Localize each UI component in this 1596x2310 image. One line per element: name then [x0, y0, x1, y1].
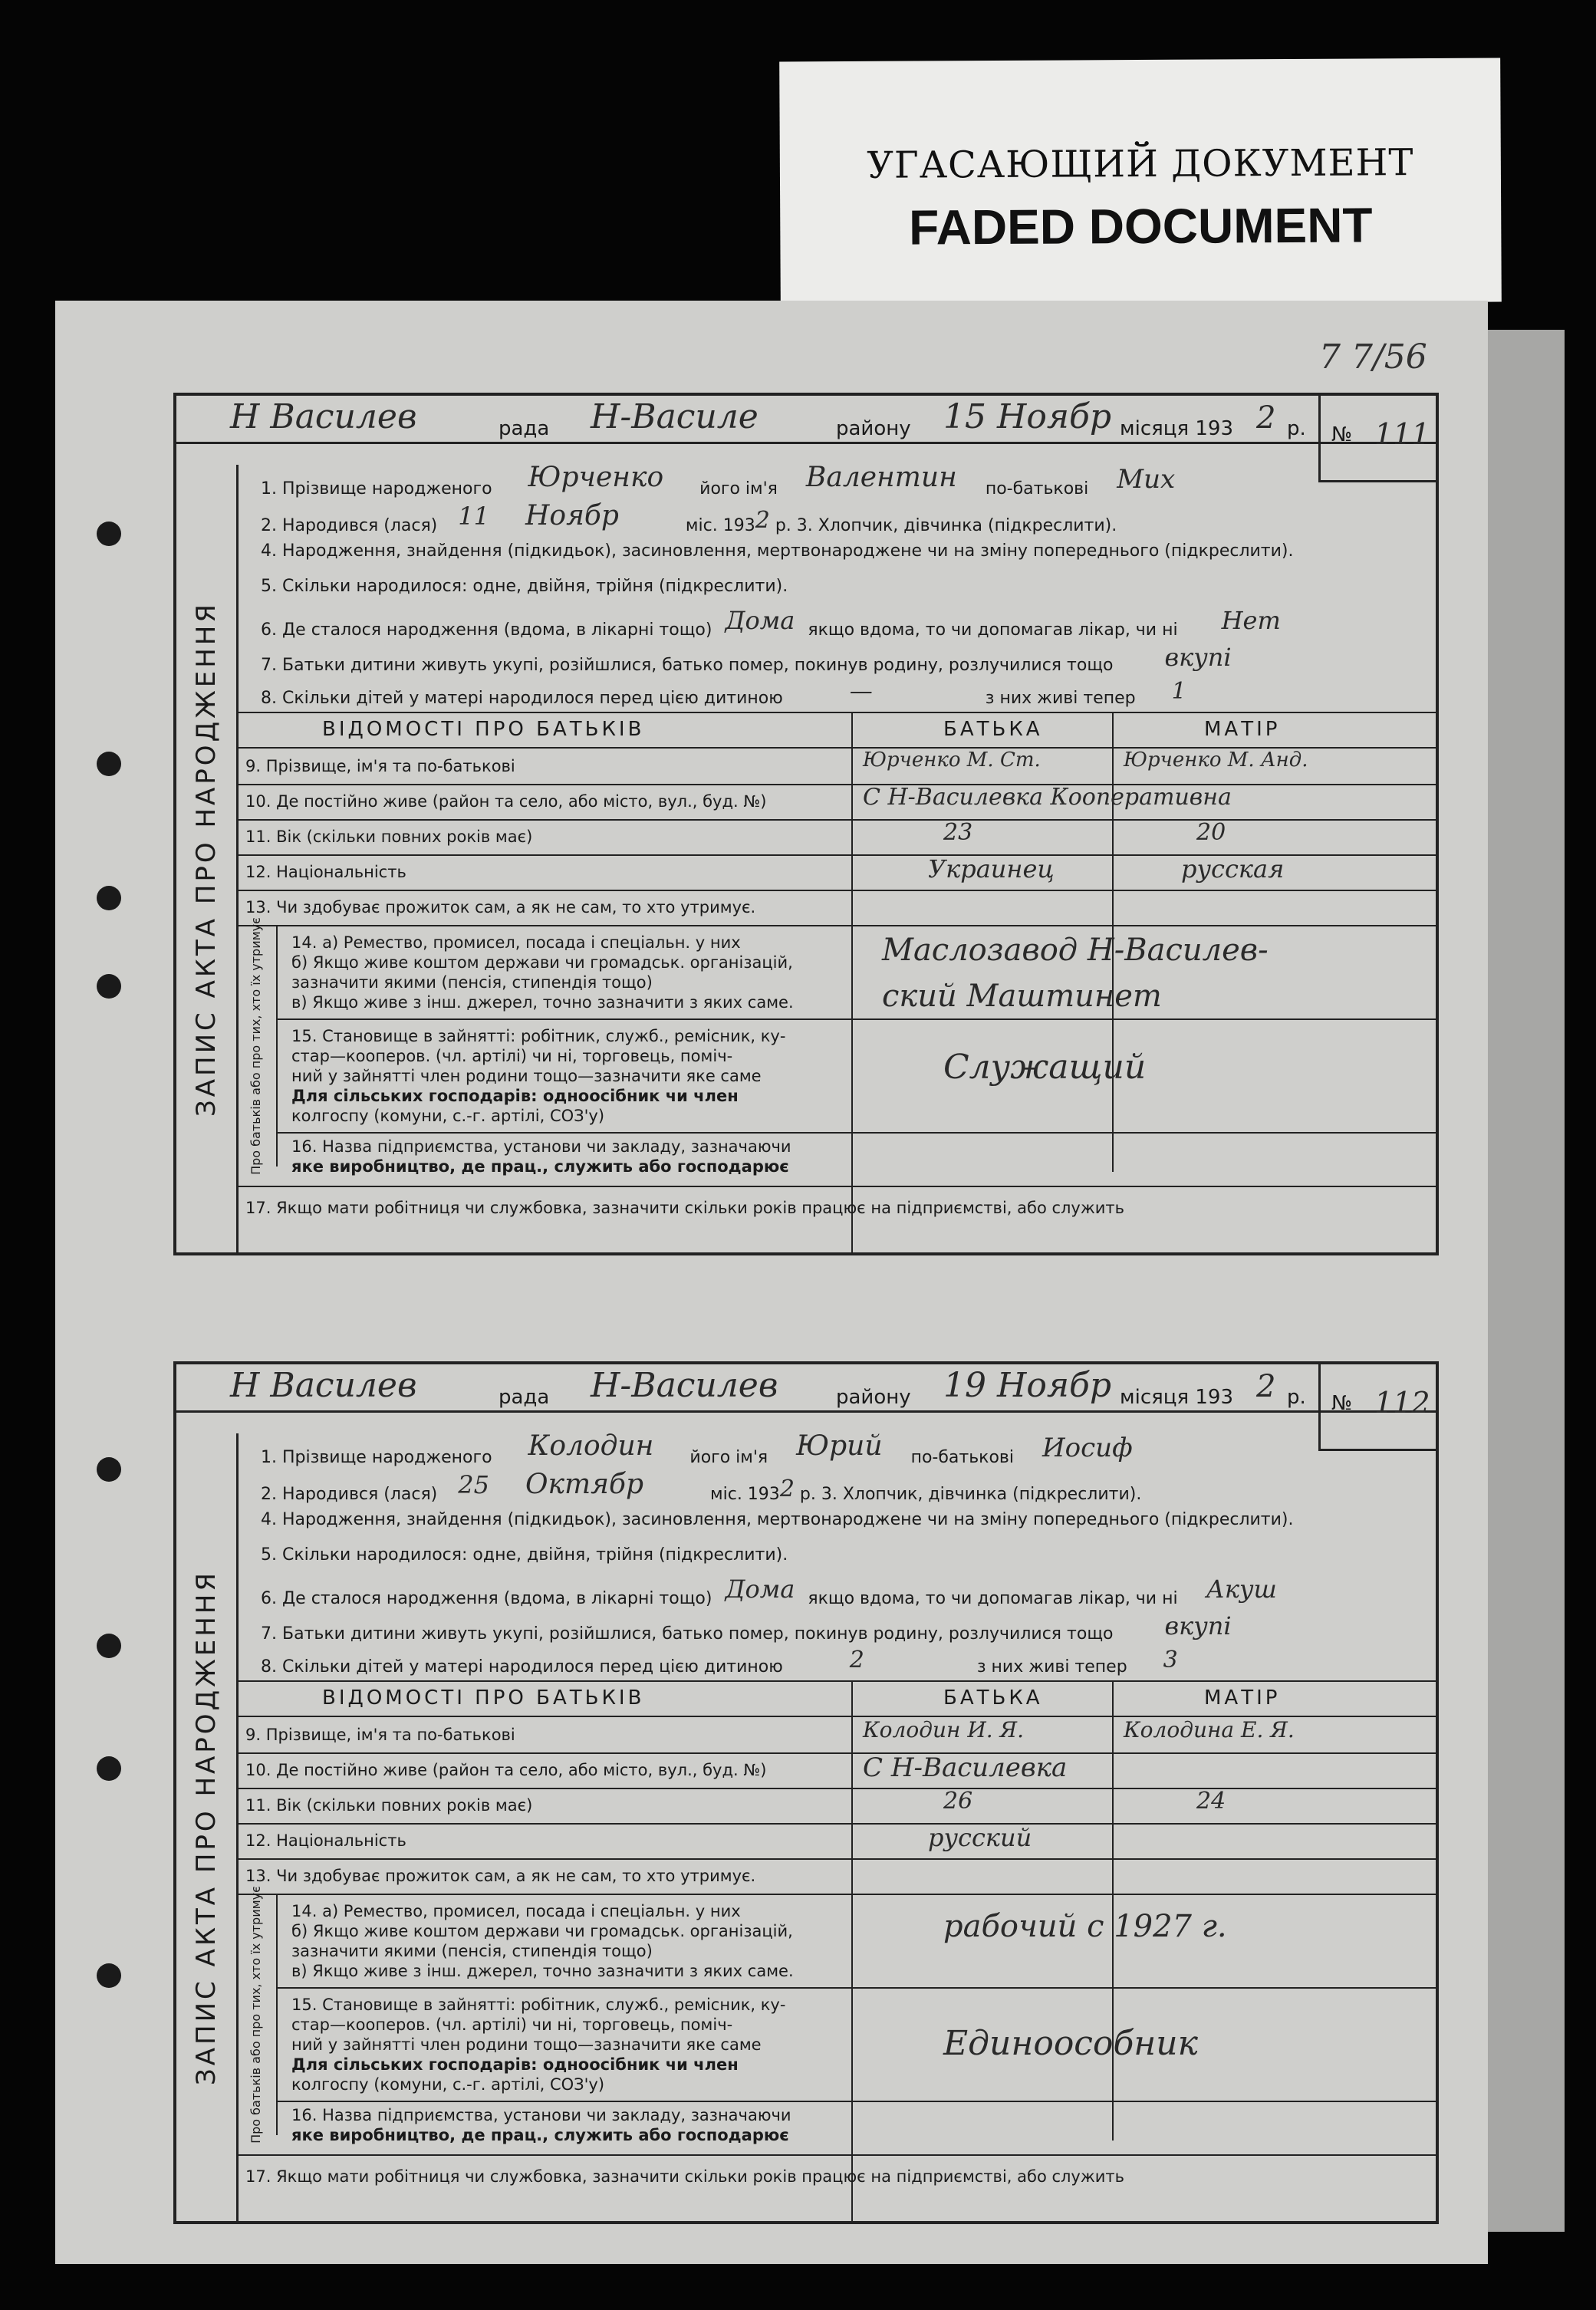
born-month: Ноябр [525, 500, 619, 531]
row-rule [236, 819, 1436, 821]
patronymic-value: Мих [1117, 464, 1176, 495]
row-16-label: 16. Назва підприємства, установи чи закладу, зазначаючи яке виробництво, де прац., служить або господарює [291, 2106, 791, 2144]
row-rule [276, 1018, 1436, 1020]
birth-place: Дома [725, 1575, 795, 1604]
binding-hole [97, 1963, 121, 1988]
row-11-label: 11. Вік (скільки повних років має) [245, 1796, 533, 1815]
year-value: 2 [1256, 400, 1276, 436]
occupation-line-2: ский Маштинет [882, 979, 1162, 1014]
line-4: 4. Народження, знайдення (підкидьок), засиновлення, мертвонароджене чи на зміну попереднього (підкреслити). [261, 541, 1294, 561]
record-number: 112 [1374, 1386, 1430, 1420]
rada-value: Н Василев [230, 1366, 417, 1405]
father-nationality: русский [928, 1823, 1032, 1852]
vertical-title-band [176, 1433, 239, 2221]
binding-hole [97, 752, 121, 776]
date-value: 15 Ноябр [943, 397, 1111, 436]
number-sign: № [1331, 1392, 1353, 1415]
born-day: 25 [458, 1470, 489, 1499]
record-number-box [1318, 1364, 1436, 1451]
parents-table-top-rule [236, 1680, 1436, 1682]
parents-table-top-rule [236, 712, 1436, 713]
vertical-subtitle-band [236, 916, 278, 1175]
line-1: 1. Прізвище народженого Юрченко його ім'я Валентин по-батькові Мих [261, 462, 1176, 499]
residence: С Н-Василевка [863, 1752, 1068, 1783]
name-value: Валентин [805, 462, 957, 493]
father-age: 23 [943, 819, 973, 846]
binding-hole [97, 1634, 121, 1658]
line-8: 8. Скільки дітей у матері народилося перед цією дитиною — з них живі тепер 1 [261, 678, 1186, 708]
parents-header: ВІДОМОСТІ ПРО БАТЬКІВ [322, 718, 645, 741]
year-suffix: р. [1287, 1386, 1306, 1409]
row-10-label: 10. Де постійно живе (район та село, або місто, вул., буд. №) [245, 1761, 767, 1779]
mother-nationality: русская [1181, 854, 1285, 884]
row-rule [236, 890, 1436, 891]
row-rule [236, 925, 1436, 926]
parents-header: ВІДОМОСТІ ПРО БАТЬКІВ [322, 1686, 645, 1709]
father-header: БАТЬКА [943, 1686, 1043, 1709]
row-rule [236, 1788, 1436, 1789]
line-7: 7. Батьки дитини живуть укупі, розійшлися, батько помер, покинув родину, розлучилися тощо вкупі [261, 1611, 1232, 1644]
father-name: Колодин И. Я. [863, 1717, 1025, 1742]
occupation-line-1: Маслозавод Н-Василев- [882, 933, 1269, 968]
binding-hole [97, 1756, 121, 1781]
record-number-box [1318, 396, 1436, 482]
row-rule [236, 1858, 1436, 1860]
year-suffix: р. [1287, 417, 1306, 440]
row-12-label: 12. Національність [245, 863, 406, 881]
vertical-subtitle: Про батьків або про тих, хто їх утримує [248, 916, 263, 1175]
mother-age: 20 [1196, 819, 1226, 846]
surname-value: Юрченко [528, 462, 664, 493]
record-number: 111 [1374, 417, 1430, 451]
row-13-label: 13. Чи здобуває прожиток сам, а як не сам, то хто утримує. [245, 1867, 756, 1885]
mother-header: МАТІР [1204, 1686, 1281, 1709]
children-alive: 1 [1171, 678, 1186, 705]
row-rule [236, 1752, 1436, 1754]
rayon-value: Н-Василе [591, 397, 759, 436]
month-label: місяця 193 [1120, 1386, 1234, 1409]
row-rule [276, 1132, 1436, 1134]
row-14-label: 14. а) Ремество, промисел, посада і спеціальн. у них б) Якщо живе коштом держави чи громадськ. організацій, зазначити якими (пенсія, стипендія тощо) в) Якщо живе з інш. джерел, точно зазначити з яких саме. [291, 933, 794, 1012]
row-14-label: 14. а) Ремество, промисел, посада і спеціальн. у них б) Якщо живе коштом держави чи громадськ. організацій, зазначити якими (пенсія, стипендія тощо) в) Якщо живе з інш. джерел, точно зазначити з яких саме. [291, 1902, 794, 1980]
line-2: 2. Народився (лася) 25 Октябр міс. 1932 р. 3. Хлопчик, дівчинка (підкреслити). [261, 1469, 1142, 1504]
mother-header: МАТІР [1204, 718, 1281, 741]
record-header [176, 396, 1436, 444]
parents-status: вкупі [1164, 1611, 1232, 1640]
father-column-rule [851, 1680, 853, 2221]
born-day: 11 [458, 502, 489, 531]
binding-hole [97, 1457, 121, 1482]
row-rule [236, 2154, 1436, 2156]
line-2: 2. Народився (лася) 11 Ноябр міс. 1932 р. 3. Хлопчик, дівчинка (підкреслити). [261, 500, 1117, 535]
doctor-value: Нет [1221, 606, 1281, 635]
label-russian: УГАСАЮЩИЙ ДОКУМЕНТ [867, 141, 1414, 187]
row-rule [276, 1987, 1436, 1989]
mother-age: 24 [1196, 1788, 1226, 1815]
line-6: 6. Де сталося народження (вдома, в лікарні тощо) Дома якщо вдома, то чи допомагав лікар, чи ні Акуш [261, 1575, 1277, 1608]
row-10-label: 10. Де постійно живе (район та село, або місто, вул., буд. №) [245, 792, 767, 811]
row-rule [276, 2101, 1436, 2102]
father-nationality: Украинец [928, 854, 1055, 884]
rayon-value: Н-Василев [591, 1366, 778, 1405]
father-age: 26 [943, 1788, 973, 1815]
father-header: БАТЬКА [943, 718, 1043, 741]
row-9-label: 9. Прізвище, ім'я та по-батькові [245, 757, 515, 775]
line-5: 5. Скільки народилося: одне, двійня, трійня (підкреслити). [261, 1545, 788, 1565]
vertical-title: ЗАПИС АКТА ПРО НАРОДЖЕННЯ [191, 1569, 222, 2085]
patronymic-value: Иосиф [1042, 1433, 1133, 1463]
rayon-label: району [836, 417, 911, 440]
row-15-label: 15. Становище в зайнятті: робітник, служб., ремісник, ку- стар—кооперов. (чл. артілі) чи ні, торговець, поміч- ний у зайнятті член родини тощо—зазначити яке саме Для сільських господарів: одноосібник чи член колгоспу (комуни, с.-г. артілі, СОЗ'у) [291, 1027, 786, 1125]
birth-record-112 [173, 1361, 1439, 2224]
row-11-label: 11. Вік (скільки повних років має) [245, 828, 533, 846]
row-15-label: 15. Становище в зайнятті: робітник, служб., ремісник, ку- стар—кооперов. (чл. артілі) чи ні, торговець, поміч- ний у зайнятті член родини тощо—зазначити яке саме Для сільських господарів: одноосібник чи член колгоспу (комуни, с.-г. артілі, СОЗ'у) [291, 1996, 786, 2094]
faded-document-label [779, 58, 1502, 306]
children-before: 2 [849, 1647, 864, 1673]
year-value: 2 [1256, 1369, 1276, 1404]
father-column-rule [851, 712, 853, 1252]
number-sign: № [1331, 423, 1353, 446]
binding-hole [97, 974, 121, 999]
row-17-label: 17. Якщо мати робітниця чи службовка, зазначити скільки років працює на підприємстві, або служить [245, 2167, 1125, 2186]
line-4: 4. Народження, знайдення (підкидьок), засиновлення, мертвонароджене чи на зміну попереднього (підкреслити). [261, 1510, 1294, 1529]
occupation-line-1: рабочий с 1927 г. [943, 1909, 1227, 1944]
parents-status: вкупі [1164, 643, 1232, 672]
row-rule [236, 1894, 1436, 1895]
vertical-subtitle: Про батьків або про тих, хто їх утримує [248, 1885, 263, 2144]
employment-status: Служащий [943, 1048, 1147, 1087]
record-header [176, 1364, 1436, 1413]
line-6: 6. Де сталося народження (вдома, в лікарні тощо) Дома якщо вдома, то чи допомагав лікар, чи ні Нет [261, 606, 1281, 640]
label-english: FADED DOCUMENT [908, 197, 1373, 255]
row-rule [236, 1823, 1436, 1825]
line-1: 1. Прізвище народженого Колодин його ім'я Юрий по-батькові Иосиф [261, 1430, 1133, 1467]
month-label: місяця 193 [1120, 417, 1234, 440]
rada-label: рада [499, 1386, 550, 1409]
row-17-label: 17. Якщо мати робітниця чи службовка, зазначити скільки років працює на підприємстві, або служить [245, 1199, 1125, 1217]
row-rule [236, 1186, 1436, 1187]
line-5: 5. Скільки народилося: одне, двійня, трійня (підкреслити). [261, 577, 788, 596]
row-16-label: 16. Назва підприємства, установи чи закладу, зазначаючи яке виробництво, де прац., служить або господарює [291, 1137, 791, 1176]
residence: С Н-Василевка Кооперативна [863, 784, 1232, 811]
name-value: Юрий [796, 1430, 883, 1462]
born-year: 2 [755, 507, 770, 534]
employment-status: Единоособник [943, 2024, 1198, 2063]
mother-name: Колодина Е. Я. [1124, 1717, 1295, 1742]
doctor-value: Акуш [1206, 1575, 1277, 1604]
birth-record-111 [173, 393, 1439, 1255]
line-8: 8. Скільки дітей у матері народилося перед цією дитиною 2 з них живі тепер 3 [261, 1647, 1178, 1677]
archive-stamp: 7 7/56 [1319, 337, 1427, 377]
vertical-title: ЗАПИС АКТА ПРО НАРОДЖЕННЯ [191, 601, 222, 1117]
binding-hole [97, 522, 121, 546]
row-rule [236, 784, 1436, 785]
children-alive: 3 [1163, 1647, 1178, 1673]
date-value: 19 Ноябр [943, 1366, 1111, 1405]
children-before: — [849, 678, 873, 705]
surname-value: Колодин [528, 1430, 654, 1462]
vertical-title-band [176, 465, 239, 1252]
born-year: 2 [779, 1476, 795, 1502]
born-month: Октябр [525, 1469, 644, 1500]
binding-hole [97, 886, 121, 910]
row-13-label: 13. Чи здобуває прожиток сам, а як не сам, то хто утримує. [245, 898, 756, 916]
vertical-subtitle-band [236, 1885, 278, 2144]
father-name: Юрченко М. Ст. [863, 749, 1041, 772]
row-12-label: 12. Національність [245, 1831, 406, 1850]
row-9-label: 9. Прізвище, ім'я та по-батькові [245, 1726, 515, 1744]
rada-label: рада [499, 417, 550, 440]
mother-name: Юрченко М. Анд. [1124, 749, 1308, 772]
rayon-label: району [836, 1386, 911, 1409]
birth-place: Дома [725, 606, 795, 635]
rada-value: Н Василев [230, 397, 417, 436]
line-7: 7. Батьки дитини живуть укупі, розійшлися, батько помер, покинув родину, розлучилися тощо вкупі [261, 643, 1232, 675]
